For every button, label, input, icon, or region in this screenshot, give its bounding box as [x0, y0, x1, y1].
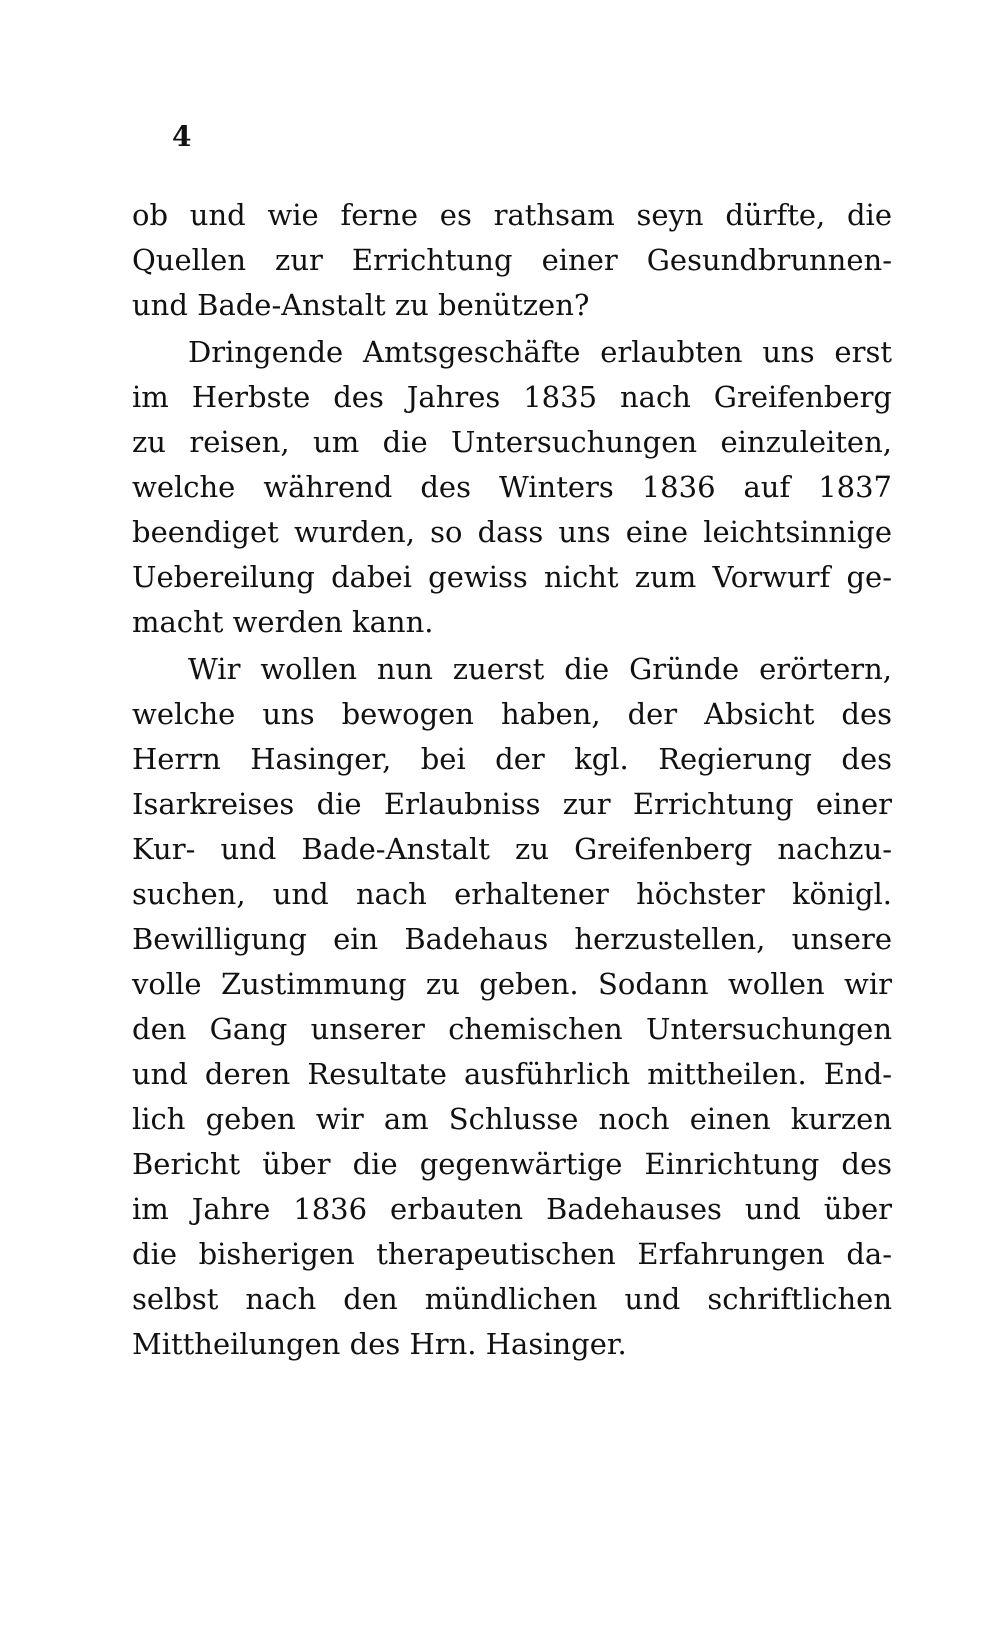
- text-line: welche während des Winters 1836 auf 1837: [132, 470, 892, 504]
- text-line: Dringende Amtsgeschäfte erlaubten uns erst: [188, 335, 892, 369]
- page-number: 4: [172, 120, 192, 153]
- text-line: und Bade-Anstalt zu benützen?: [132, 288, 590, 322]
- text-line: den Gang unserer chemischen Untersuchungen: [132, 1012, 892, 1046]
- text-line: selbst nach den mündlichen und schriftlichen: [132, 1282, 892, 1316]
- text-line: Quellen zur Errichtung einer Gesundbrunnen-: [132, 243, 892, 277]
- text-line: im Jahre 1836 erbauten Badehauses und über: [132, 1192, 892, 1226]
- text-line: Wir wollen nun zuerst die Gründe erörtern,: [188, 652, 892, 686]
- text-line: beendiget wurden, so dass uns eine leichtsinnige: [132, 515, 892, 549]
- text-line: im Herbste des Jahres 1835 nach Greifenberg: [132, 380, 892, 414]
- text-line: Uebereilung dabei gewiss nicht zum Vorwurf ge-: [132, 560, 892, 594]
- text-line: lich geben wir am Schlusse noch einen kurzen: [132, 1102, 892, 1136]
- text-line: Bewilligung ein Badehaus herzustellen, unsere: [132, 922, 892, 956]
- text-line: Kur- und Bade-Anstalt zu Greifenberg nachzu-: [132, 832, 892, 866]
- text-line: Isarkreises die Erlaubniss zur Errichtung einer: [132, 787, 892, 821]
- text-line: ob und wie ferne es rathsam seyn dürfte, die: [132, 198, 892, 232]
- text-line: Mittheilungen des Hrn. Hasinger.: [132, 1327, 627, 1361]
- text-line: suchen, und nach erhaltener höchster königl.: [132, 877, 892, 911]
- text-line: und deren Resultate ausführlich mittheilen. End-: [132, 1057, 892, 1091]
- text-line: welche uns bewogen haben, der Absicht des: [132, 697, 892, 731]
- text-line: die bisherigen therapeutischen Erfahrungen da-: [132, 1237, 892, 1271]
- text-line: Herrn Hasinger, bei der kgl. Regierung des: [132, 742, 892, 776]
- text-line: Bericht über die gegenwärtige Einrichtung des: [132, 1147, 892, 1181]
- text-line: macht werden kann.: [132, 605, 434, 639]
- text-line: volle Zustimmung zu geben. Sodann wollen wir: [132, 967, 892, 1001]
- text-line: zu reisen, um die Untersuchungen einzuleiten,: [132, 425, 892, 459]
